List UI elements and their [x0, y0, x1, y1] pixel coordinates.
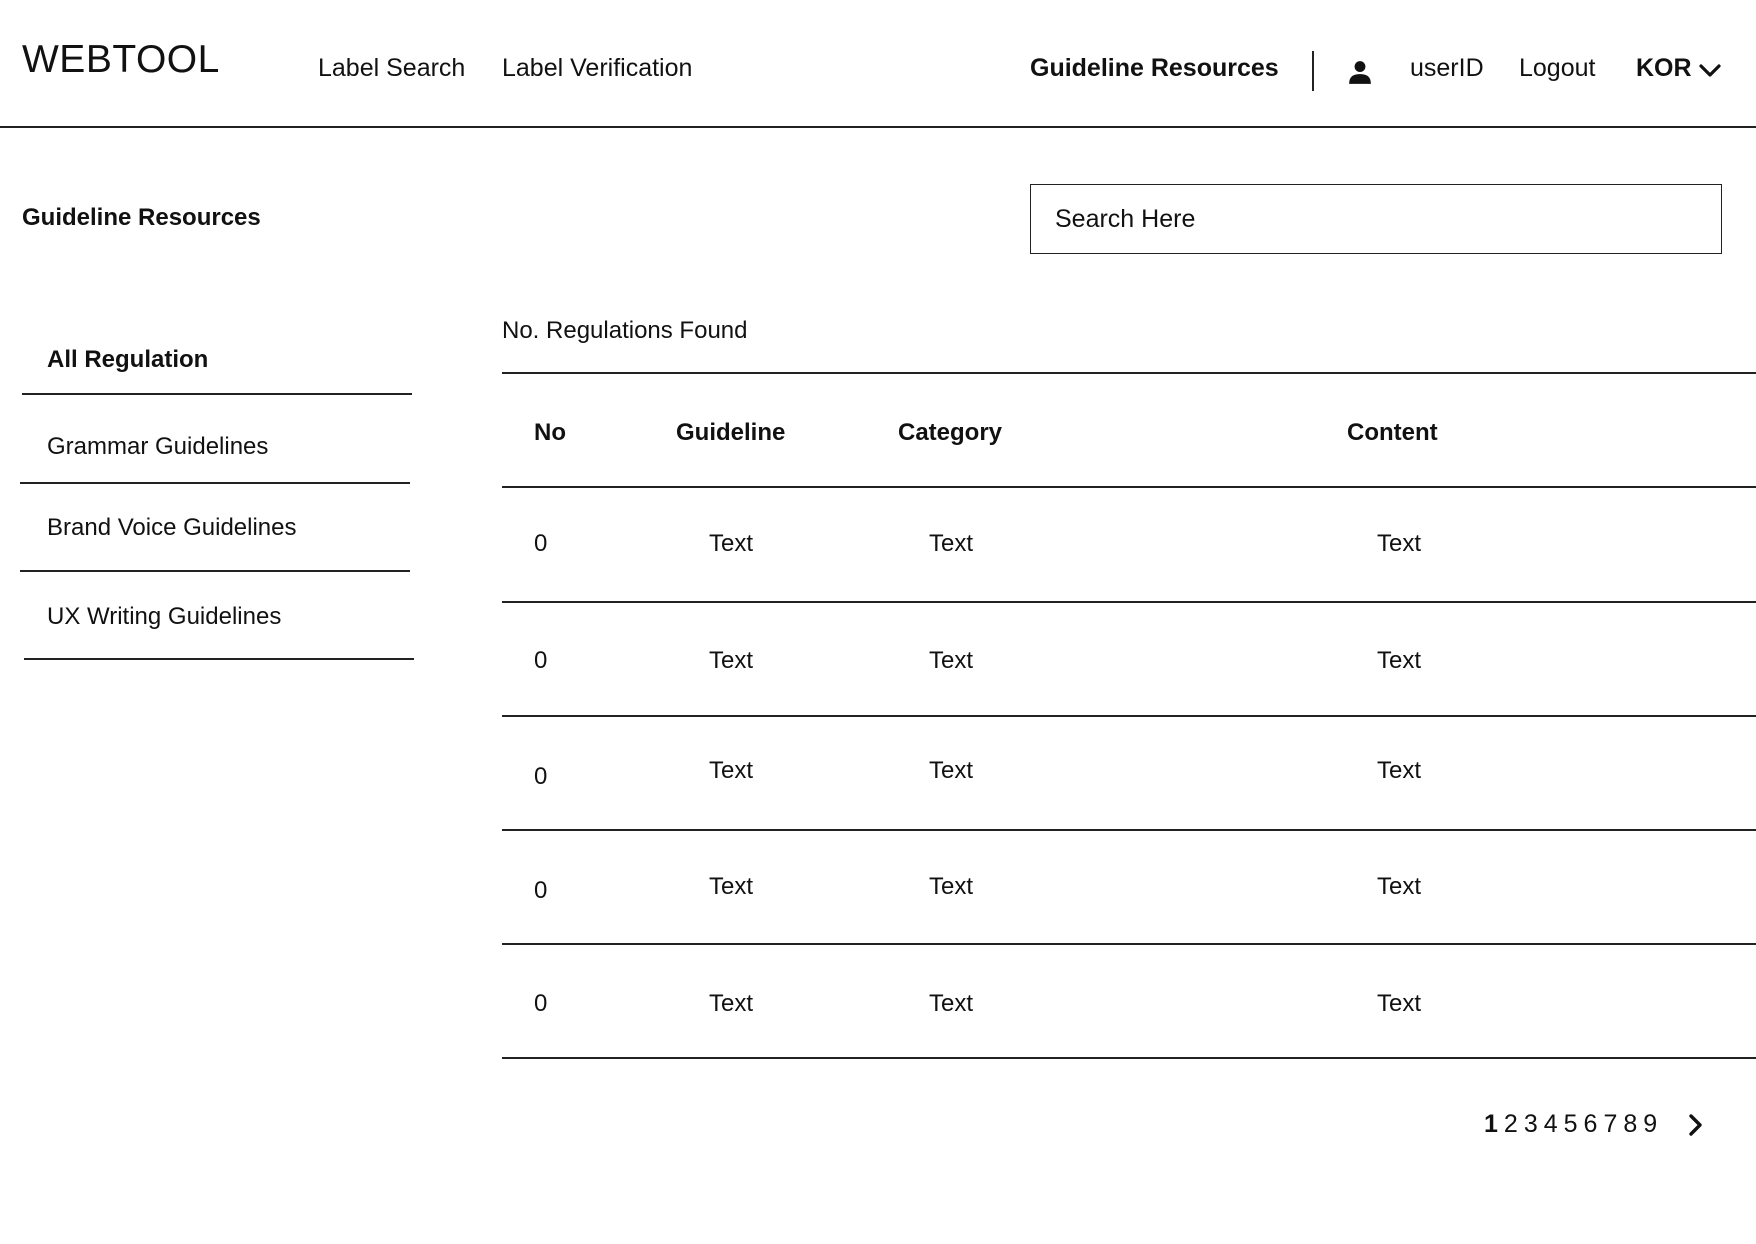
column-header-content: Content	[1347, 419, 1438, 446]
sidebar-item-grammar-guidelines[interactable]: Grammar Guidelines	[47, 433, 269, 460]
sidebar-item-brand-voice-guidelines[interactable]: Brand Voice Guidelines	[47, 514, 297, 541]
table-cell-category: Text	[929, 757, 974, 784]
chevron-right-icon[interactable]	[1686, 1112, 1706, 1138]
sidebar-divider	[20, 570, 410, 572]
page-link[interactable]: 3	[1523, 1110, 1538, 1138]
table-cell-no: 0	[534, 763, 548, 790]
header-divider-line	[0, 126, 1756, 128]
column-header-no: No	[534, 419, 566, 446]
nav-label-verification[interactable]: Label Verification	[502, 54, 693, 82]
table-cell-category: Text	[929, 990, 974, 1017]
sidebar-item-ux-writing-guidelines[interactable]: UX Writing Guidelines	[47, 603, 282, 630]
table-row-border	[502, 943, 1756, 945]
table-cell-content: Text	[1377, 647, 1422, 674]
table-bottom-border	[502, 1057, 1756, 1059]
sidebar-divider	[20, 482, 410, 484]
nav-guideline-resources[interactable]: Guideline Resources	[1030, 54, 1279, 82]
table-cell-content: Text	[1377, 757, 1422, 784]
table-cell-no: 0	[534, 877, 548, 904]
table-row-border	[502, 829, 1756, 831]
pagination	[1484, 1112, 1657, 1137]
table-cell-guideline[interactable]: Text	[709, 990, 754, 1017]
table-cell-category: Text	[929, 873, 974, 900]
table-cell-no: 0	[534, 530, 548, 557]
search-box[interactable]	[1030, 184, 1722, 254]
page-link[interactable]: 9	[1643, 1110, 1658, 1138]
table-cell-content: Text	[1377, 873, 1422, 900]
logout-link[interactable]: Logout	[1519, 54, 1596, 82]
table-cell-guideline[interactable]: Text	[709, 647, 754, 674]
page-title: Guideline Resources	[22, 204, 261, 231]
table-header-border	[502, 486, 1756, 488]
page-link[interactable]: 4	[1543, 1110, 1558, 1138]
app-logo[interactable]: WEBTOOL	[22, 38, 220, 81]
search-input[interactable]	[1031, 185, 1721, 253]
table-row-border	[502, 715, 1756, 717]
column-header-guideline: Guideline	[676, 419, 786, 446]
table-top-border	[502, 372, 1756, 374]
table-cell-guideline[interactable]: Text	[709, 873, 754, 900]
table-cell-content: Text	[1377, 530, 1422, 557]
table-cell-guideline[interactable]: Text	[709, 757, 754, 784]
table-cell-category: Text	[929, 530, 974, 557]
page-link[interactable]: 6	[1583, 1110, 1598, 1138]
user-id[interactable]: userID	[1410, 54, 1484, 82]
table-row-border	[502, 601, 1756, 603]
column-header-category: Category	[898, 419, 1003, 446]
sidebar-item-all-regulation[interactable]: All Regulation	[47, 346, 209, 373]
sidebar-divider	[22, 393, 412, 395]
nav-label-search[interactable]: Label Search	[318, 54, 466, 82]
table-cell-guideline[interactable]: Text	[709, 530, 754, 557]
user-icon	[1347, 59, 1373, 85]
chevron-down-icon[interactable]	[1698, 61, 1722, 81]
table-cell-no: 0	[534, 990, 548, 1017]
table-cell-category: Text	[929, 647, 974, 674]
page-link-current[interactable]: 1	[1484, 1110, 1498, 1138]
header-divider	[1312, 51, 1314, 91]
results-count: No. Regulations Found	[502, 317, 748, 344]
language-selector[interactable]: KOR	[1636, 54, 1692, 82]
sidebar-divider	[24, 658, 414, 660]
page-link[interactable]: 5	[1563, 1110, 1578, 1138]
table-cell-content: Text	[1377, 990, 1422, 1017]
page-link[interactable]: 7	[1603, 1110, 1618, 1138]
page-link[interactable]: 2	[1503, 1110, 1518, 1138]
page-link[interactable]: 8	[1623, 1110, 1638, 1138]
table-cell-no: 0	[534, 647, 548, 674]
